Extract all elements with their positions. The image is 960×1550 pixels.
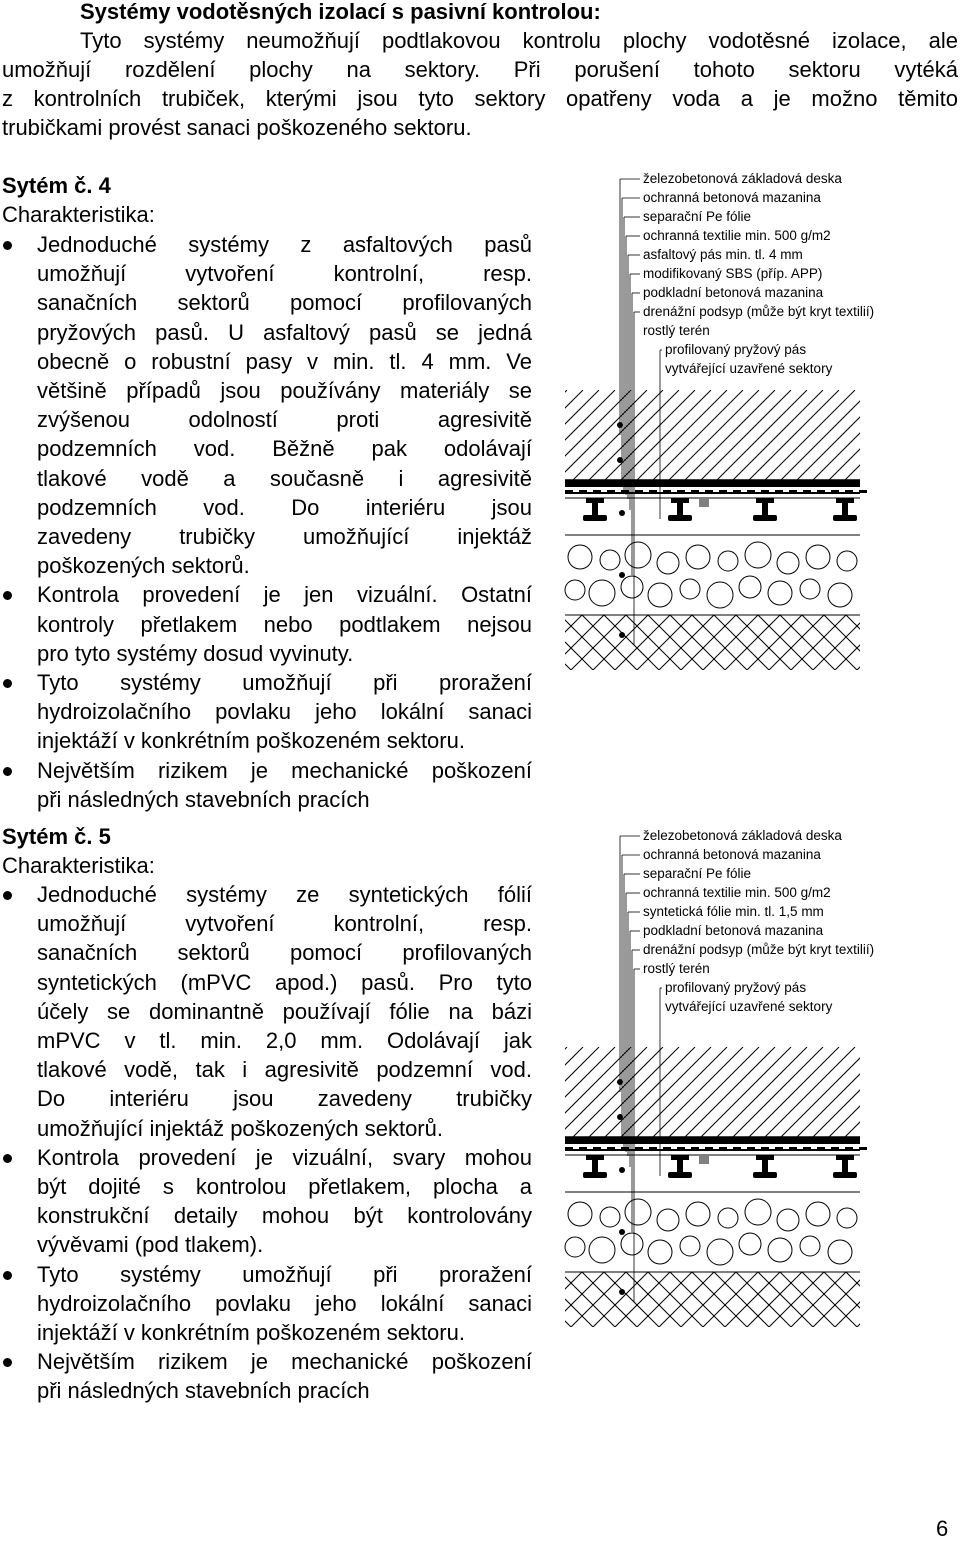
intro-line: trubičkami provést sanaci poškozeného sektoru. [2, 115, 472, 140]
bullet-text-line: umožňující injektáž poškozených sektorů. [37, 1115, 443, 1141]
layer-label: vytvářející uzavřené sektory [665, 361, 833, 376]
bullet-text-line: účely se dominantně používají fólie na bázi [37, 998, 532, 1024]
page-number: 6 [936, 1516, 949, 1541]
layer-label: ochranná betonová mazanina [643, 190, 821, 205]
bullet-text-line: syntetických (mPVC apod.) pasů. Pro tyto [37, 969, 532, 995]
bullet-text-line: injektáží v konkrétním poškozeném sektoru. [37, 1320, 465, 1345]
bullet-icon [3, 1154, 12, 1163]
bullet-text-line: zvýšenou odolností proti agresivitě [37, 407, 532, 433]
layer-label: drenážní podsyp (může být kryt textilií) [643, 942, 875, 957]
bullet-text-line: umožňují vytvoření kontrolní, resp. [37, 911, 532, 937]
bullet-text-line: tlakové vodě, tak i agresivitě podzemní vod. [37, 1057, 532, 1083]
layer-label: syntetická fólie min. tl. 1,5 mm [643, 904, 824, 919]
bullet-text-line: při následných stavebních pracích [37, 786, 370, 812]
bullet-text-line: Kontrola provedení je vizuální, svary mohou [37, 1144, 532, 1170]
layer-label: modifikovaný SBS (příp. APP) [643, 266, 823, 281]
bullet-text-line: být dojité s kontrolou přetlakem, plocha a [37, 1174, 532, 1199]
bullet-text-line: injektáží v konkrétním poškozeném sektoru. [37, 728, 465, 754]
bullet-text-line: sanačních sektorů pomocí profilovaných [37, 290, 532, 316]
layer-label: podkladní betonová mazanina [643, 285, 824, 300]
layer-label: rostlý terén [643, 961, 710, 976]
layer-label: separační Pe fólie [643, 209, 752, 224]
bullet-icon [3, 679, 12, 688]
bullet-text-line: obecně o robustní pasy v min. tl. 4 mm. Ve [37, 348, 532, 374]
system4-diagram [560, 165, 960, 685]
bullet-text-line: poškozených sektorů. [37, 553, 250, 579]
system4-heading: Sytém č. 4 [2, 173, 111, 198]
bullet-text-line: hydroizolačního povlaku jeho lokální sanaci [37, 1290, 532, 1316]
bullet-text-line: Jednoduché systémy ze syntetických fólií [37, 882, 532, 907]
bullet-text-line: Do interiéru jsou zavedeny trubičky [37, 1086, 532, 1112]
layer-label: rostlý terén [643, 323, 710, 338]
bullet-icon [3, 591, 12, 600]
bullet-text-line: sanačních sektorů pomocí profilovaných [37, 940, 532, 966]
bullet-text-line: pro tyto systémy dosud vyvinuty. [37, 640, 354, 666]
layer-label: vytvářející uzavřené sektory [665, 999, 833, 1014]
layer-label: asfaltový pás min. tl. 4 mm [643, 247, 803, 262]
layer-label: ochranná textilie min. 500 g/m2 [643, 885, 831, 900]
system5-heading: Sytém č. 5 [2, 824, 111, 849]
bullet-text-line: Největším rizikem je mechanické poškození [37, 757, 532, 783]
intro-heading: Systémy vodotěsných izolací s pasivní kontrolou: [80, 0, 601, 24]
bullet-text-line: tlakové vodě a současně i agresivitě [37, 465, 532, 491]
bullet-text-line: podzemních vod. Běžně pak odolávají [37, 436, 532, 462]
system5-subheading: Charakteristika: [2, 853, 155, 878]
bullet-text-line: zavedeny trubičky umožňující injektáž [37, 524, 532, 549]
layer-label: profilovaný pryžový pás [665, 342, 807, 357]
bullet-text-line: Tyto systémy umožňují při proražení [37, 670, 532, 695]
bullet-text-line: podzemních vod. Do interiéru jsou [37, 494, 532, 520]
system5-diagram [560, 822, 960, 1342]
intro-line: umožňují rozdělení plochy na sektory. Při porušení tohoto sektoru vytéká [2, 57, 958, 82]
bullet-icon [3, 891, 12, 900]
system4-subheading: Charakteristika: [2, 202, 155, 227]
layer-label: drenážní podsyp (může být kryt textilií) [643, 304, 875, 319]
layer-label: separační Pe fólie [643, 866, 752, 881]
bullet-text-line: Kontrola provedení je jen vizuální. Ostatní [37, 582, 532, 608]
layer-label: profilovaný pryžový pás [665, 980, 807, 995]
intro-line: z kontrolních trubiček, kterými jsou tyto sektory opatřeny voda a je možno těmito [2, 86, 958, 111]
layer-label: železobetonová základová deska [643, 171, 842, 186]
bullet-text-line: pryžových pasů. U asfaltový pasů se jedná [37, 319, 532, 345]
layer-label: podkladní betonová mazanina [643, 923, 824, 938]
layer-label: železobetonová základová deska [643, 828, 842, 843]
bullet-text-line: hydroizolačního povlaku jeho lokální sanaci [37, 699, 532, 725]
bullet-text-line: Tyto systémy umožňují při proražení [37, 1261, 532, 1287]
bullet-text-line: kontroly přetlakem nebo podtlakem nejsou [37, 611, 532, 637]
bullet-icon [3, 767, 12, 776]
bullet-icon [3, 1358, 12, 1367]
bullet-text-line: většině případů jsou používány materiály se [37, 378, 532, 403]
bullet-text-line: při následných stavebních pracích [37, 1378, 370, 1404]
bullet-icon [3, 241, 12, 250]
bullet-text-line: Jednoduché systémy z asfaltových pasů [37, 232, 532, 257]
bullet-text-line: Největším rizikem je mechanické poškození [37, 1349, 532, 1375]
bullet-text-line: mPVC v tl. min. 2,0 mm. Odolávají jak [37, 1028, 532, 1053]
bullet-icon [3, 1271, 12, 1280]
intro-line: Tyto systémy neumožňují podtlakovou kontrolu plochy vodotěsné izolace, ale [80, 28, 958, 53]
layer-label: ochranná betonová mazanina [643, 847, 821, 862]
bullet-text-line: umožňují vytvoření kontrolní, resp. [37, 261, 532, 287]
bullet-text-line: konstrukční detaily mohou být kontrolovány [37, 1203, 532, 1229]
layer-label: ochranná textilie min. 500 g/m2 [643, 228, 831, 243]
bullet-text-line: vývěvami (pod tlakem). [37, 1232, 264, 1258]
